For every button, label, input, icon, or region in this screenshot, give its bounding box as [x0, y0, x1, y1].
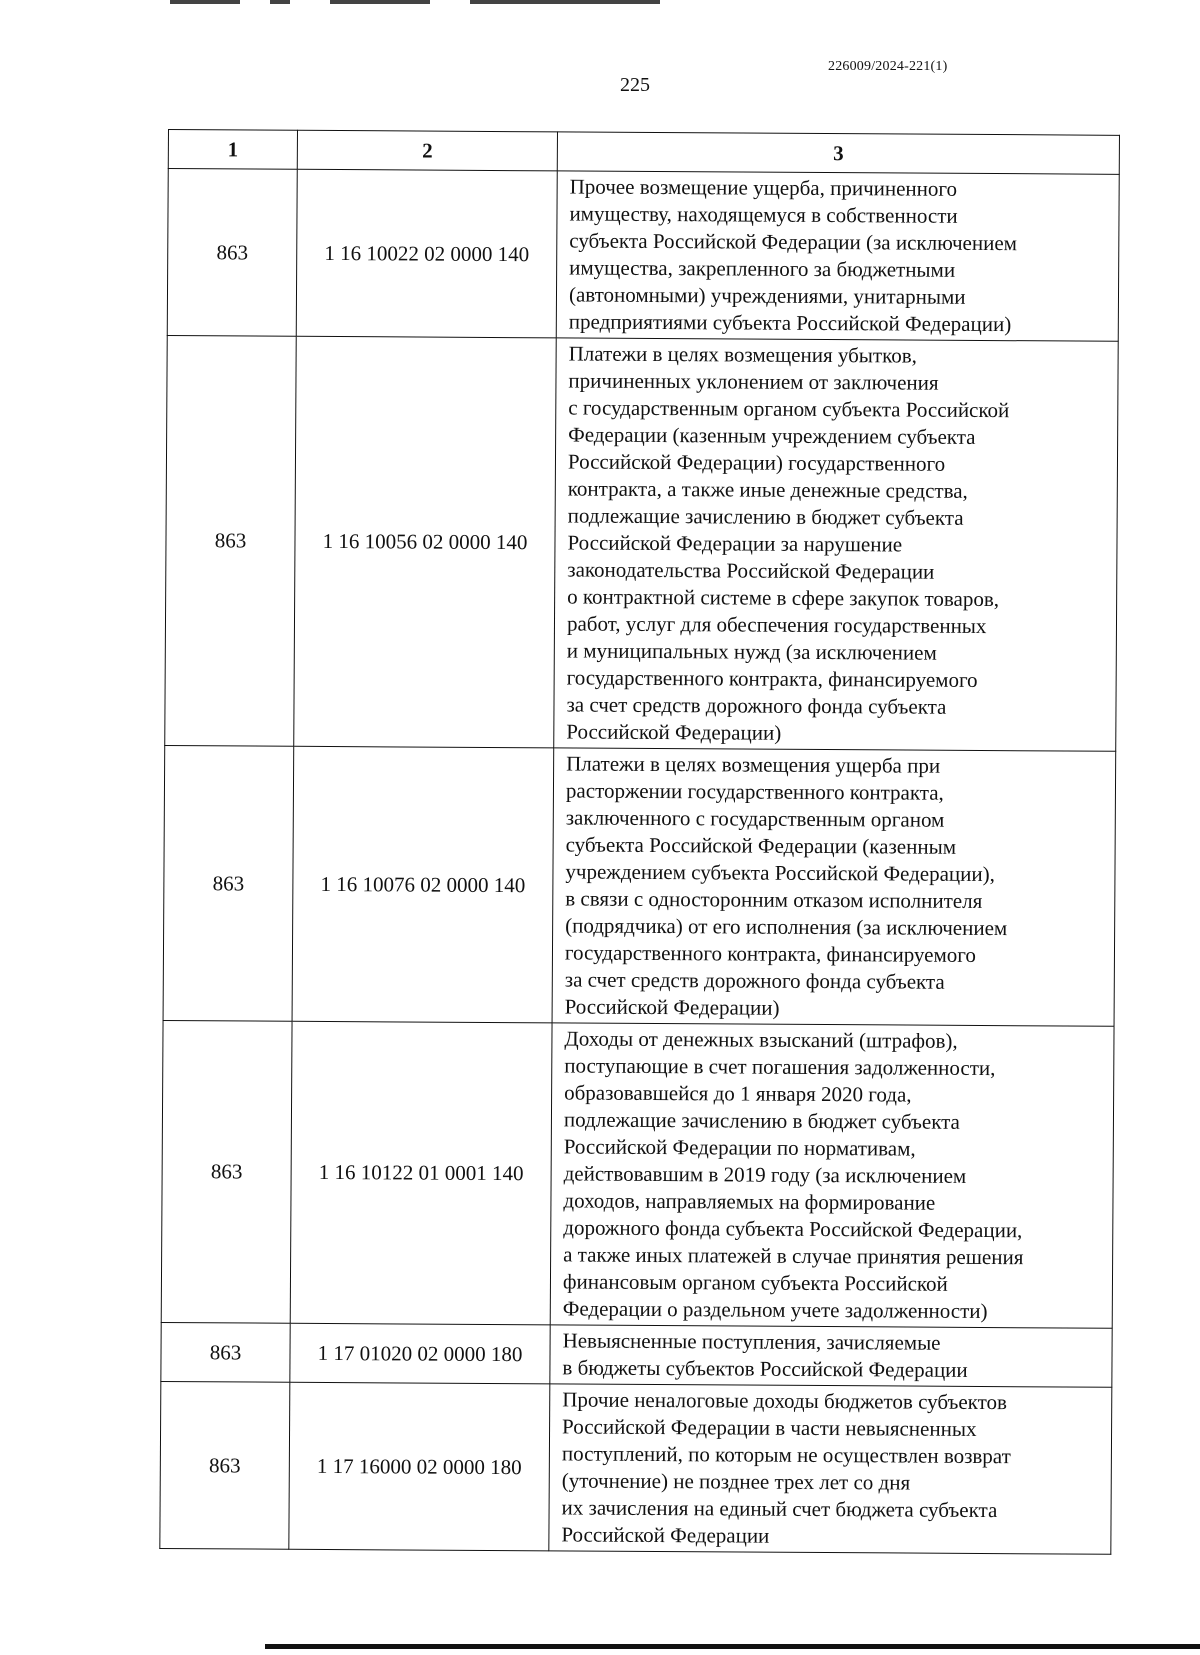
description-text: Платежи в целях возмещения ущерба при расторжении государственного контракта, заключенного с государственным органом субъекта Российской Федерации (казенным учреждением субъекта Российской Федерации), в связи с односторонним отказом исполнителя (подрядчика) от его исполнения (за исключением государственного контракта, финансируемого за счет средств дорожного фонда субъекта Российской Федерации): [564, 751, 1008, 1020]
admin-code-cell: 863: [167, 169, 297, 337]
table-header-row: [168, 130, 1119, 175]
page-number: 225: [620, 74, 650, 96]
admin-code-cell: 863: [160, 1381, 290, 1549]
admin-code-cell: 863: [161, 1020, 292, 1323]
description-cell: [550, 1023, 1114, 1328]
description-cell: [552, 748, 1116, 1026]
description-text: Невыясненные поступления, зачисляемые в бюджеты субъектов Российской Федерации: [562, 1328, 968, 1382]
budget-code-cell: 1 16 10122 01 0001 140: [290, 1021, 552, 1325]
table-row: [163, 745, 1116, 1026]
scan-artifact-bottom: [265, 1644, 1200, 1649]
table-row: [167, 169, 1119, 342]
budget-code-cell: 1 17 01020 02 0000 180: [290, 1323, 550, 1384]
admin-code-cell: 863: [163, 745, 294, 1021]
column-header-1: 1: [168, 130, 297, 170]
budget-code-cell: 1 16 10076 02 0000 140: [292, 746, 554, 1023]
description-cell: [550, 1325, 1112, 1387]
admin-code-cell: 863: [165, 335, 297, 746]
table-row: [165, 335, 1118, 751]
budget-code-cell: 1 16 10056 02 0000 140: [294, 336, 556, 748]
description-cell: [554, 338, 1118, 751]
budget-code-cell: 1 16 10022 02 0000 140: [296, 169, 557, 338]
table-row: [161, 1020, 1114, 1328]
column-header-2: 2: [297, 130, 557, 171]
revenue-codes-table: [159, 129, 1120, 1555]
table-row: [161, 1322, 1112, 1387]
description-text: Платежи в целях возмещения убытков, причиненных уклонением от заключения с государственным органом субъекта Российской Федерации (казенным учреждением субъекта Российской Федерации) государственного контракта, а также иные денежные средства, подлежащие зачислению в бюджет субъекта Российской Федерации за нарушение законодательства Российской Федерации о контрактной системе в сфере закупок товаров, работ, услуг для обеспечения государственных и муниципальных нужд (за исключением государственного контракта, финансируемого за счет средств дорожного фонда субъекта Российской Федерации): [566, 341, 1010, 745]
budget-code-cell: 1 17 16000 02 0000 180: [289, 1382, 550, 1551]
column-header-3: 3: [557, 132, 1119, 174]
scan-artifact-top: [170, 0, 660, 4]
document-number: 226009/2024-221(1): [828, 59, 948, 74]
description-text: Прочее возмещение ущерба, причиненного имуществу, находящемуся в собственности субъекта Российской Федерации (за исключением имущества, закрепленного за бюджетными (автономными) учреждениями, унитарными предприятиями субъекта Российской Федерации): [568, 174, 1018, 337]
description-cell: [556, 171, 1119, 341]
table-row: [160, 1381, 1112, 1554]
admin-code-cell: 863: [161, 1322, 290, 1382]
description-text: Прочие неналоговые доходы бюджетов субъектов Российской Федерации в части невыясненных поступлений, по которым не осуществлен возврат (уточнение) не позднее трех лет со дня их зачисления на единый счет бюджета субъекта Российской Федерации: [561, 1387, 1011, 1548]
description-cell: [549, 1384, 1112, 1554]
description-text: Доходы от денежных взысканий (штрафов), поступающие в счет погашения задолженности, образовавшейся до 1 января 2020 года, подлежащие зачислению в бюджет субъекта Российской Федерации по нормативам, действовавшим в 2019 году (за исключением доходов, направляемых на формирование дорожного фонда субъекта Российской Федерации, а также иных платежей в случае принятия решения финансовым органом субъекта Российской Федерации о раздельном учете задолженности): [562, 1026, 1024, 1324]
